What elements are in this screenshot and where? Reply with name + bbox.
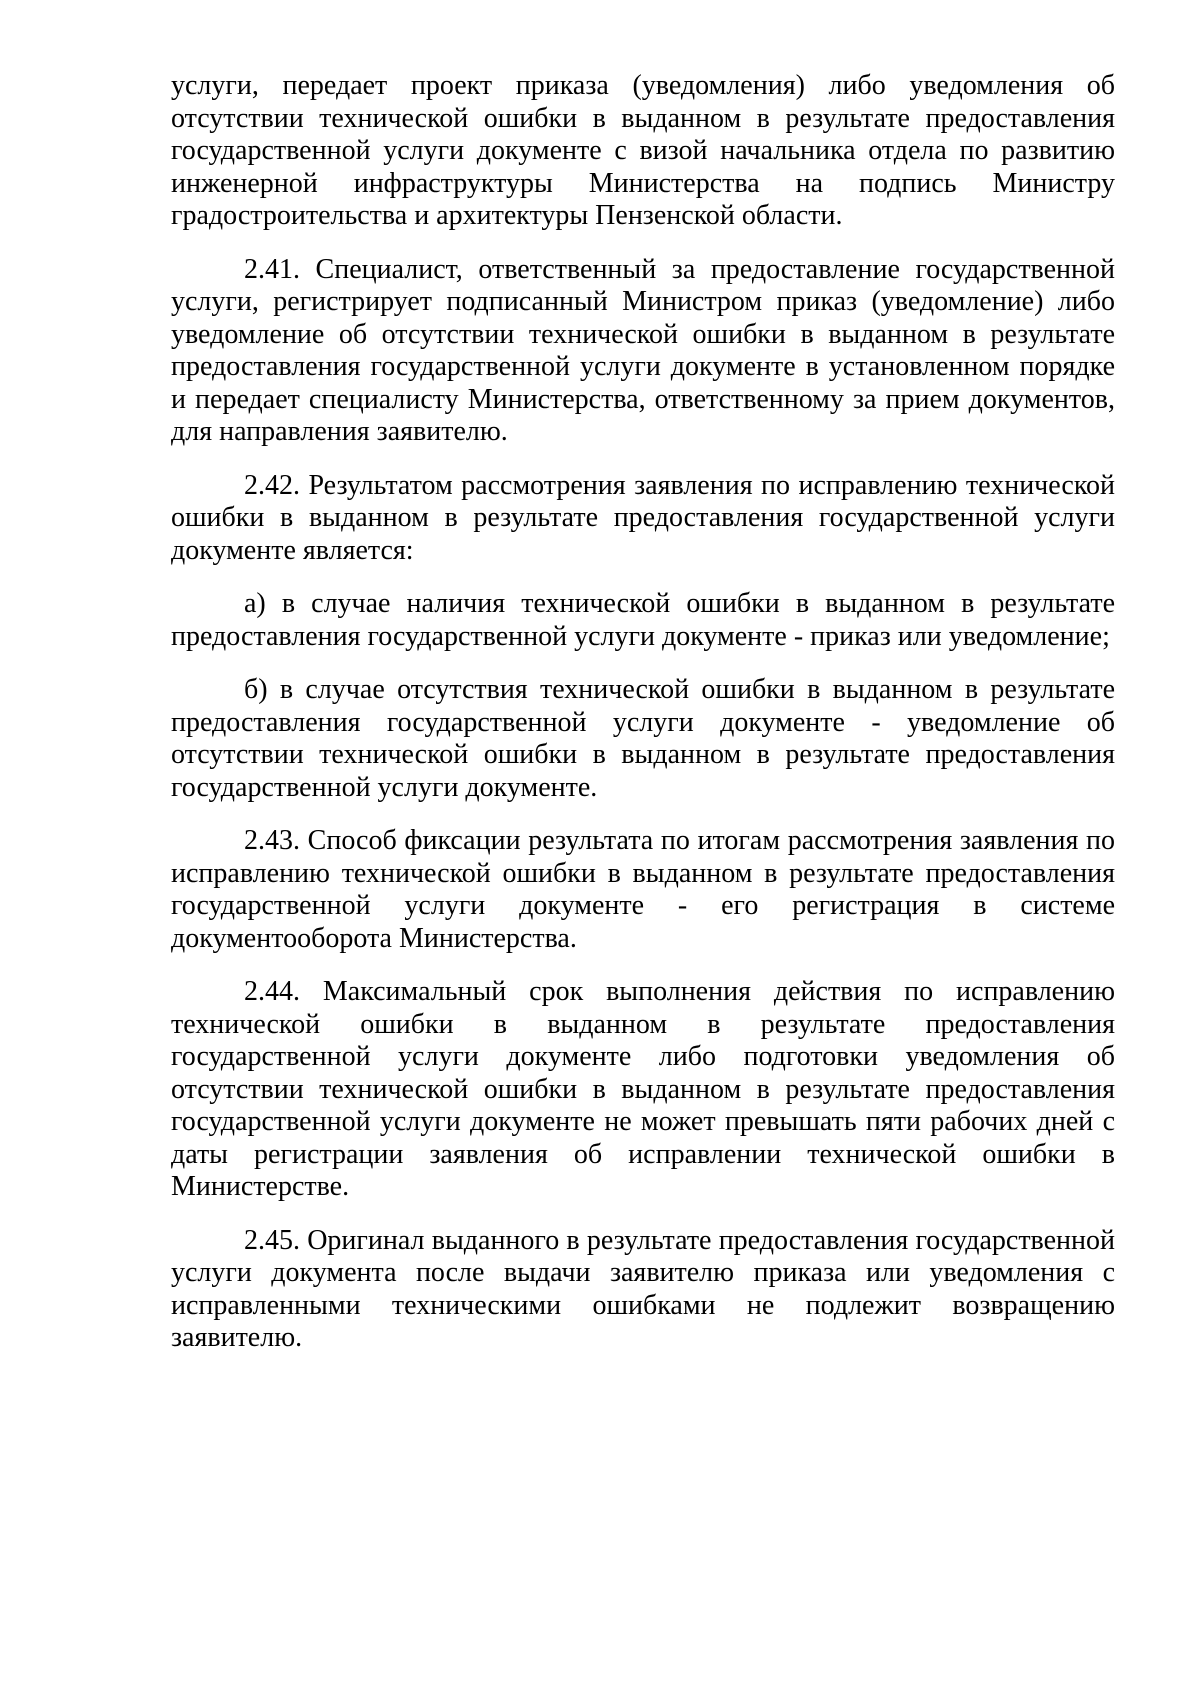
paragraph-2-42-a: а) в случае наличия технической ошибки в выданном в результате предоставления государственной услуги документе - приказ или уведомление; — [171, 588, 1115, 652]
paragraph-2-41: 2.41. Специалист, ответственный за предоставление государственной услуги, регистрирует подписанный Министром приказ (уведомление) либо уведомление об отсутствии технической ошибки в выданном в результате предоставления государственной услуги документе в установленном порядке и передает специалисту Министерства, ответственному за прием документов, для направления заявителю. — [171, 253, 1115, 447]
paragraph-2-44: 2.44. Максимальный срок выполнения действия по исправлению технической ошибки в выданном в результате предоставления государственной услуги документе либо подготовки уведомления об отсутствии технической ошибки в выданном в результате предоставления государственной услуги документе не может превышать пяти рабочих дней с даты регистрации заявления об исправлении технической ошибки в Министерстве. — [171, 976, 1115, 1202]
paragraph-2-43: 2.43. Способ фиксации результата по итогам рассмотрения заявления по исправлению технической ошибки в выданном в результате предоставления государственной услуги документе - его регистрация в системе документооборота Министерства. — [171, 825, 1115, 954]
paragraph-2-45: 2.45. Оригинал выданного в результате предоставления государственной услуги документа после выдачи заявителю приказа или уведомления с исправленными техническими ошибками не подлежит возвращению заявителю. — [171, 1224, 1115, 1353]
document-page — [171, 70, 1115, 1376]
paragraph-2-42: 2.42. Результатом рассмотрения заявления по исправлению технической ошибки в выданном в результате предоставления государственной услуги документе является: — [171, 469, 1115, 566]
paragraph-2-42-b: б) в случае отсутствия технической ошибки в выданном в результате предоставления государственной услуги документе - уведомление об отсутствии технической ошибки в выданном в результате предоставления государственной услуги документе. — [171, 674, 1115, 803]
paragraph-continuation: услуги, передает проект приказа (уведомления) либо уведомления об отсутствии технической ошибки в выданном в результате предоставления государственной услуги документе с визой начальника отдела по развитию инженерной инфраструктуры Министерства на подпись Министру градостроительства и архитектуры Пензенской области. — [171, 70, 1115, 231]
